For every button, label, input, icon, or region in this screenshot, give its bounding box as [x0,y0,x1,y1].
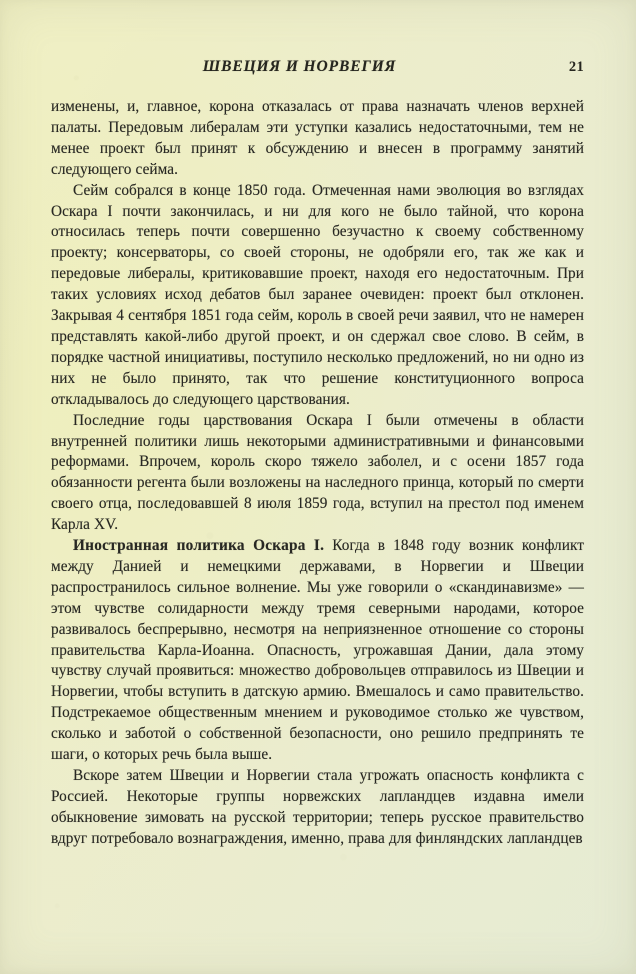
running-head-title: ШВЕЦИЯ И НОРВЕГИЯ [202,58,397,75]
page-content-column [51,0,584,850]
paragraph: Сейм собрался в конце 1850 года. Отмеченная нами эволюция во взглядах Оскара I почти закончилась, и ни для кого не было тайной, что корона относилась теперь почти совершенно безучастно к своему собственному проекту; консерваторы, со своей стороны, не одобряли его, так же как и передовые либералы, критиковавшие проект, находя его недостаточным. При таких условиях исход дебатов был заранее очевиден: проект был отклонен. Закрывая 4 сентября 1851 года сейм, король в своей речи заявил, что не намерен представлять какой-либо другой проект, и он сдержал свое слово. В сейм, в порядке частной инициативы, поступило несколько предложений, но ни одно из них не было принято, так что решение конституционного вопроса откладывалось до следующего царствования. [51,181,584,408]
running-head [51,58,584,88]
paragraph-body: Когда в 1848 году возник конфликт между Данией и немецкими державами, в Норвегии и Швеции распространилось сильное волнение. Мы уже говорили о «скандинавизме» — этом чувстве солидарности между тремя северными народами, которое развивалось беспрерывно, несмотря на неприязненное отношение со стороны правительства Карла-Иоанна. Опасность, угрожавшая Дании, дала этому чувству случай проявиться: множество добровольцев отправилось из Швеции и Норвегии, чтобы вступить в датскую армию. Вмешалось и само правительство. Подстрекаемое общественным мнением и руководимое столько же чувством, сколько и заботой о собственной безопасности, оно решило предпринять те шаги, о которых речь была выше. [51,537,584,764]
page-number: 21 [568,59,584,75]
paragraph: изменены, и, главное, корона отказалась от права назначать членов верхней палаты. Передовым либералам эти уступки казались недостаточными, тем не менее проект был принят к обсуждению и внесен в программу занятий следующего сейма. [51,98,584,178]
paragraph-with-runin-heading [51,536,584,766]
paragraph: Вскоре затем Швеции и Норвегии стала угрожать опасность конфликта с Россией. Некоторые группы норвежских лапландцев издавна имели обыкновение зимовать на русской территории; теперь русское правительство вдруг потребовало вознаграждения, именно, права для финляндских лапландцев [51,767,584,847]
runin-heading: Иностранная политика Оскара I. [73,537,325,555]
paragraph: Последние годы царствования Оскара I были отмечены в области внутренней политики лишь некоторыми административными и финансовыми реформами. Впрочем, король скоро тяжело заболел, и с осени 1857 года обязанности регента были возложены на наследного принца, который по смерти своего отца, последовавшей 8 июля 1859 года, вступил на престол под именем Карла XV. [51,411,584,534]
body-text [51,97,584,850]
